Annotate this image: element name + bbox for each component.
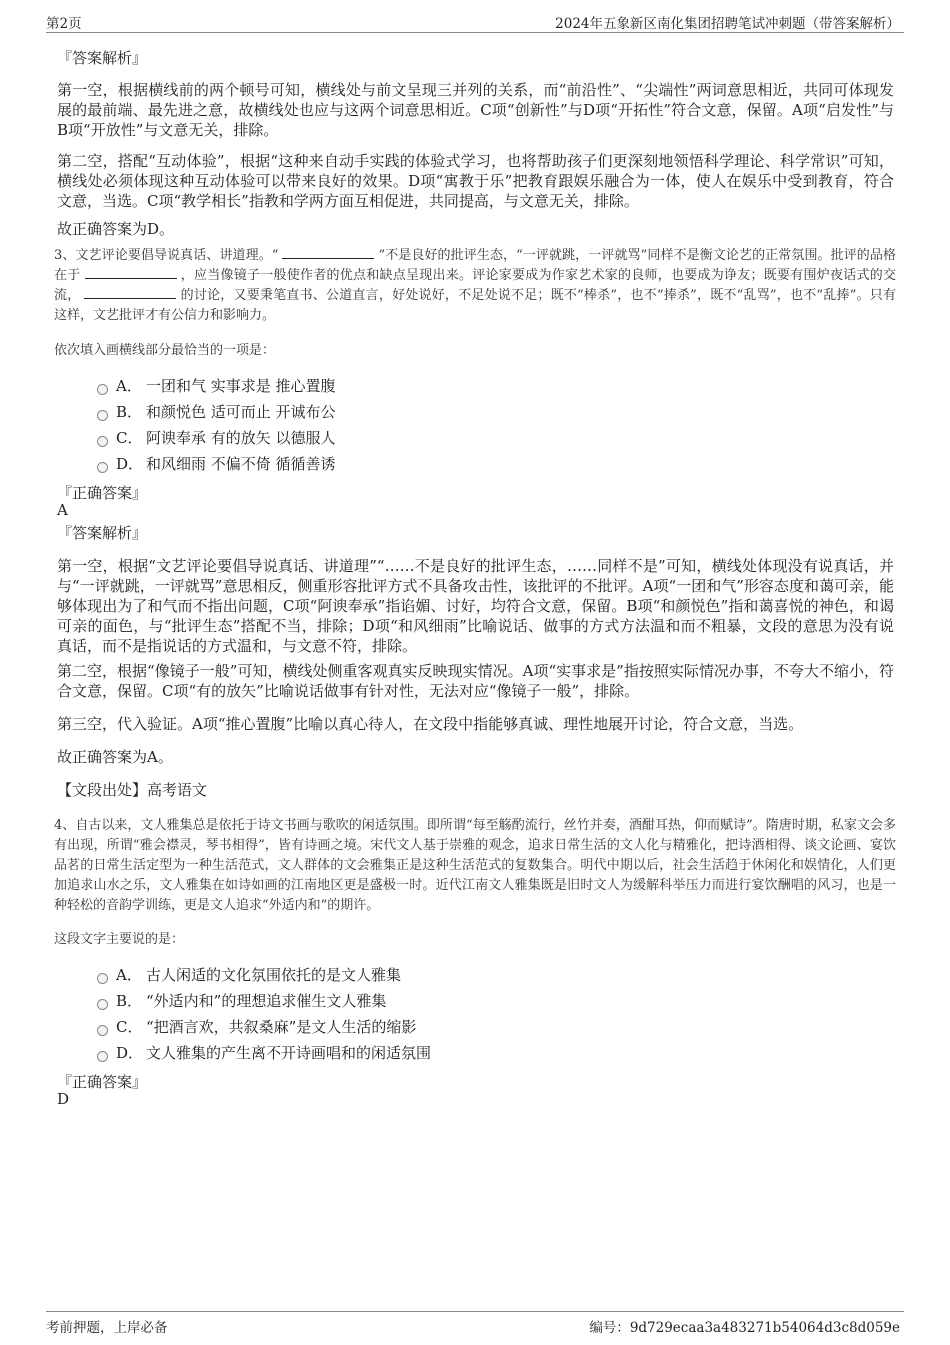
q3-blank-2 — [85, 266, 177, 279]
option-text: “把酒言欢，共叙桑麻”是文人生活的缩影 — [146, 1018, 417, 1036]
q2-analysis-p2: 第二空，搭配“互动体验”，根据“这种来自动手实践的体验式学习，也将帮助孩子们更深刻地领悟科学理论、科学常识”可知，横线处必须体现这种互动体验可以带来良好的效果。D项“寓教于乐”把教育跟娱乐融合为一体，使人在娱乐中受到教育，符合文意，当选。C项“教学相长”指教和学两方面互相促进，共同提高，与文意无关，排除。 — [57, 152, 894, 210]
option-text: 古人闲适的文化氛围依托的是文人雅集 — [146, 966, 402, 984]
q3-conclusion-block — [57, 747, 894, 767]
document-title: 2024年五象新区南化集团招聘笔试冲刺题（带答案解析） — [555, 16, 900, 32]
q4-answer: D — [57, 1090, 70, 1108]
q3-stem-part2: ”不是良好的批评生态，“一评就跳，一评就骂”同样不是衡文论艺的正常氛围。批评的品格在于 — [54, 248, 896, 283]
serial-label: 编号： — [589, 1320, 630, 1336]
option-letter: B． — [116, 992, 143, 1010]
option-letter: B． — [116, 403, 143, 421]
q3-stem-part4: 的讨论，又要秉笔直书、公道直言，好处说好，不足处说不足；既不“棒杀”，也不“捧杀”，既不“乱骂”，也不“乱捧”。只有这样，文艺批评才有公信力和影响力。 — [54, 288, 896, 323]
option-letter: D． — [116, 455, 144, 473]
q3-analysis-p1: 第一空，根据“文艺评论要倡导说真话、讲道理”“……不是良好的批评生态，……同样不是”可知，横线处体现没有说真话，并与“一评就跳，一评就骂”意思相反，侧重形容批评方式不具备攻击性，该批评的不批评。A项“一团和气”形容态度和蔼可亲，能够体现出为了和气而不指出问题，C项“阿谀奉承”指谄媚、讨好，均符合文意，保留。B项“和颜悦色”指和蔼喜悦的神色，和谒可亲的面色，与“批评生态”搭配不当，排除；D项“和风细雨”比喻说话、做事的方式方法温和而不粗暴，文段的意思为没有说真话，而不是指说话的方式温和，与文意不符，排除。 — [57, 557, 894, 655]
q2-analysis-p1: 第一空，根据横线前的两个顿号可知，横线处与前文呈现三并列的关系，而“前沿性”、“尖端性”两词意思相近，共同可体现发展的最前端、最先进之意，故横线处也应与这两个词意思相近。C项“创新性”与D项“开拓性”符合文意，保留。A项“启发性”与B项“开放性”与文意无关，排除。 — [57, 81, 894, 139]
q3-answer-label: 『正确答案』 — [57, 484, 148, 502]
page-footer — [46, 1311, 904, 1334]
q3-option-d[interactable] — [97, 454, 336, 474]
q3-analysis-p1-block — [57, 556, 894, 656]
q3-blank-3 — [84, 286, 176, 299]
q3-analysis-p2-block — [57, 661, 894, 701]
q3-blank-1 — [282, 246, 374, 259]
option-letter: D． — [116, 1044, 144, 1062]
q3-answer: A — [57, 501, 68, 519]
serial-value: 9d729ecaa3a483271b54064d3c8d059e — [629, 1320, 900, 1336]
q3-option-c[interactable] — [97, 428, 336, 448]
option-text: 阿谀奉承 有的放矢 以德服人 — [146, 429, 336, 447]
radio-icon[interactable] — [97, 999, 108, 1010]
q2-analysis-label-block — [57, 48, 894, 68]
option-text: 一团和气 实事求是 推心置腹 — [146, 377, 336, 395]
q3-analysis-p2: 第二空，根据“像镜子一般”可知，横线处侧重客观真实反映现实情况。A项“实事求是”指按照实际情况办事，不夸大不缩小，符合文意，保留。C项“有的放矢”比喻说话做事有针对性，无法对应“像镜子一般”，排除。 — [57, 662, 894, 700]
option-letter: A． — [116, 377, 142, 395]
q4-option-c[interactable] — [97, 1017, 416, 1037]
radio-icon[interactable] — [97, 973, 108, 984]
q4-option-b[interactable] — [97, 991, 386, 1011]
q2-conclusion-block — [57, 219, 894, 239]
option-letter: A． — [116, 966, 142, 984]
radio-icon[interactable] — [97, 410, 108, 421]
option-letter: C． — [116, 429, 143, 447]
option-letter: C． — [116, 1018, 143, 1036]
footer-motto: 考前押题，上岸必备 — [46, 1320, 168, 1336]
option-text: 和风细雨 不偏不倚 循循善诱 — [146, 455, 336, 473]
page-number: 第2页 — [46, 16, 82, 32]
q2-conclusion: 故正确答案为D。 — [57, 220, 175, 238]
q3-analysis-label: 『答案解析』 — [57, 524, 148, 542]
radio-icon[interactable] — [97, 462, 108, 473]
q4-option-a[interactable] — [97, 965, 401, 985]
q3-analysis-p3: 第三空，代入验证。A项“推心置腹”比喻以真心待人，在文段中指能够真诚、理性地展开讨论，符合文意，当选。 — [57, 715, 804, 733]
radio-icon[interactable] — [97, 1025, 108, 1036]
option-text: 文人雅集的产生离不开诗画唱和的闲适氛围 — [146, 1044, 432, 1062]
q3-prompt: 依次填入画横线部分最恰当的一项是： — [54, 343, 276, 358]
q3-source-block — [57, 780, 894, 800]
option-text: “外适内和”的理想追求催生文人雅集 — [146, 992, 387, 1010]
q3-conclusion: 故正确答案为A。 — [57, 748, 173, 766]
q2-analysis-p2-block — [57, 151, 894, 211]
q3-stem-part1: 3、文艺评论要倡导说真话、讲道理。“ — [54, 248, 279, 263]
q3-option-b[interactable] — [97, 402, 336, 422]
q4-stem: 4、自古以来，文人雅集总是依托于诗文书画与歌吹的闲适氛围。即所谓“每至觞酌流行，丝竹并奏，酒酣耳热，仰而赋诗”。隋唐时期，私家文会多有出现，所谓“雅会襟灵，琴书相得”，皆有诗画之境。宋代文人基于崇雅的观念，追求日常生活的文人化与精雅化，把诗酒相得、谈文论画、宴饮品茗的日常生活定型为一种生活范式，文人群体的文会雅集正是这种生活范式的复数集合。明代中期以后，社会生活趋于休闲化和娱情化，人们更加追求山水之乐，文人雅集在如诗如画的江南地区更是盛极一时。近代江南文人雅集既是旧时文人为缓解科举压力而进行宴饮酬唱的风习，也是一种轻松的音韵学训练，更是文人追求“外适内和”的期许。 — [54, 818, 896, 913]
q2-analysis-label: 『答案解析』 — [57, 49, 148, 67]
q4-option-d[interactable] — [97, 1043, 431, 1063]
q2-analysis-p1-block — [57, 80, 894, 140]
radio-icon[interactable] — [97, 384, 108, 395]
q4-prompt: 这段文字主要说的是： — [54, 932, 185, 947]
q3-stem-part3: ，应当像镜子一般使作者的优点和缺点呈现出来。评论家要成为作家艺术家的良师，也要成为诤友；既要有围炉夜话式的交流， — [54, 268, 896, 303]
q3-source: 【文段出处】高考语文 — [57, 781, 208, 799]
q3-stem — [54, 246, 896, 326]
q4-answer-label: 『正确答案』 — [57, 1073, 148, 1091]
q3-option-a[interactable] — [97, 376, 336, 396]
q3-analysis-p3-block — [57, 714, 894, 734]
page-header — [46, 12, 904, 33]
radio-icon[interactable] — [97, 436, 108, 447]
radio-icon[interactable] — [97, 1051, 108, 1062]
option-text: 和颜悦色 适可而止 开诚布公 — [146, 403, 336, 421]
footer-serial — [589, 1316, 900, 1336]
